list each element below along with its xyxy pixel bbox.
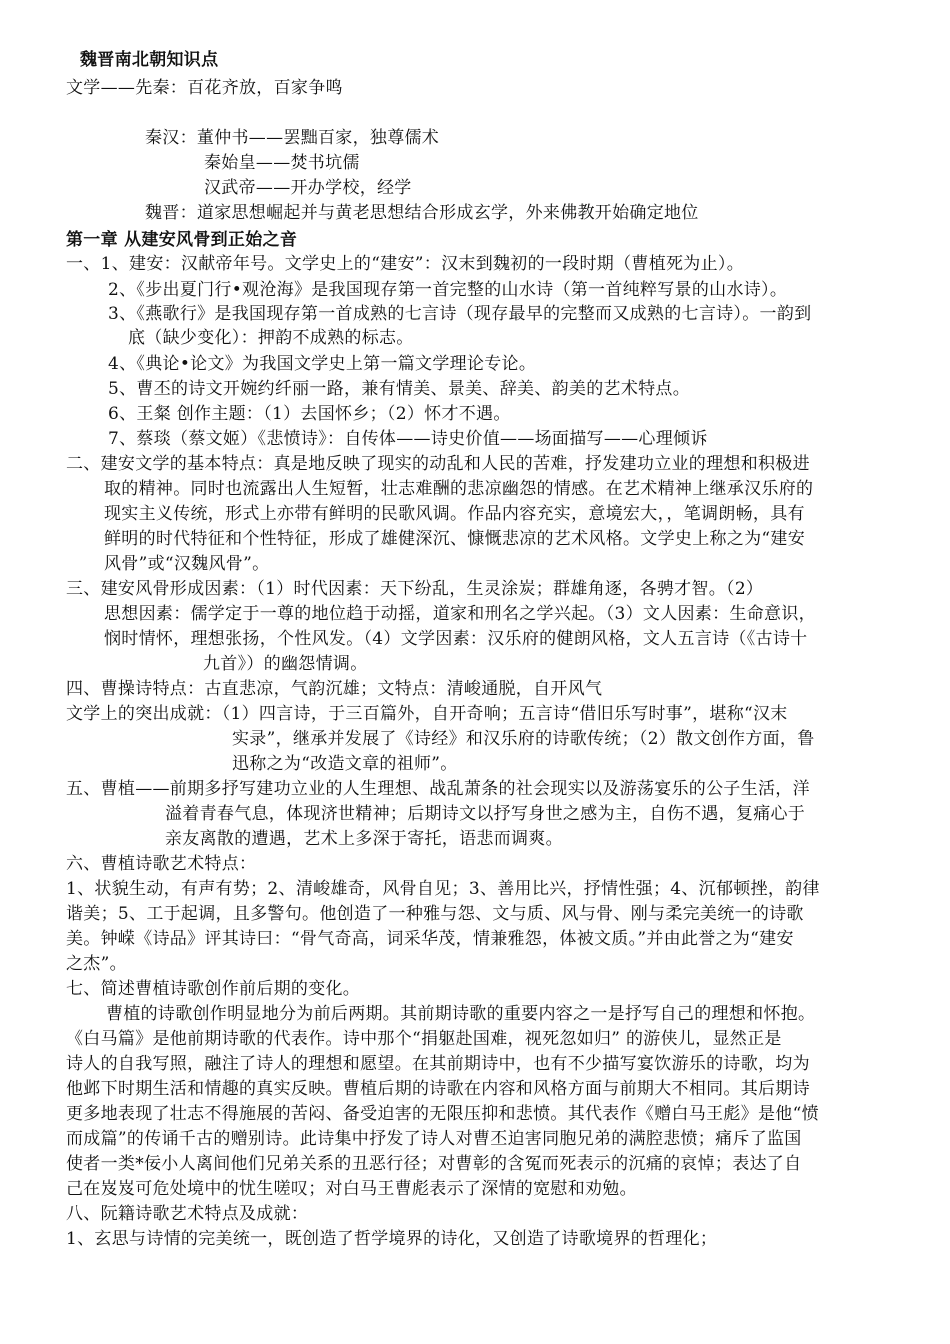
s3-line-1: 三、建安风骨形成因素：（1）时代因素：天下纷乱，生灵涂炭；群雄角逐，各骋才智。（2） [66,579,764,599]
intro-line-1: 文学——先秦：百花齐放，百家争鸣 [66,78,343,98]
s4-line-1: 四、曹操诗特点：古直悲凉，气韵沉雄；文特点：清峻通脱，自开风气 [66,679,603,699]
s7-line-6: 更多地表现了壮志不得施展的苦闷、备受迫害的无限压抑和悲愤。其代表作《赠白马王彪》是他“愤 [66,1104,819,1124]
s7-line-9: 己在岌岌可危处境中的忧生嗟叹；对白马王曹彪表示了深情的宽慰和劝勉。 [66,1179,637,1199]
s2-line-3: 现实主义传统，形式上亦带有鲜明的民歌风调。作品内容充实，意境宏大，，笔调朗畅，具有 [104,504,805,524]
s6-line-3: 谐美；5、工于起调，且多警句。他创造了一种雅与怨、文与质、风与骨、刚与柔完美统一的诗歌 [66,904,804,924]
s6-line-5: 之杰”。 [66,954,127,974]
s5-line-1: 五、曹植——前期多抒写建功立业的人生理想、战乱萧条的社会现实以及游荡宴乐的公子生活，洋 [66,779,810,799]
s4-line-2: 文学上的突出成就：（1）四言诗，于三百篇外，自开奇响；五言诗“借旧乐写时事”，堪称“汉末 [66,704,788,724]
s7-line-3: 《白马篇》是他前期诗歌的代表作。诗中那个“捐躯赴国难，视死忽如归” 的游侠儿，显然正是 [66,1029,782,1049]
s5-line-3: 亲友离散的遭遇，艺术上多深于寄托，语悲而调爽。 [165,829,563,849]
s3-line-2: 思想因素：儒学定于一尊的地位趋于动摇，道家和刑名之学兴起。（3）文人因素：生命意识， [104,604,816,624]
s6-line-4: 美。钟嵘《诗品》评其诗曰：“骨气奇高，词采华茂，情兼雅怨，体被文质。”并由此誉之为“建安 [66,929,794,949]
s6-line-1: 六、曹植诗歌艺术特点： [66,854,257,874]
intro-line-4: 汉武帝——开办学校，经学 [204,178,412,198]
s2-line-5: 风骨”或“汉魏风骨”。 [104,554,270,574]
s2-line-4: 鲜明的时代特征和个性特征，形成了雄健深沉、慷慨悲凉的艺术风格。文学史上称之为“建安 [104,529,805,549]
s4-line-3: 实录”，继承并发展了《诗经》和汉乐府的诗歌传统；（2）散文创作方面，鲁 [232,729,815,749]
s3-line-4: 九首》）的幽怨情调。 [203,654,368,674]
intro-line-3: 秦始皇——焚书坑儒 [204,153,360,173]
s7-line-4: 诗人的自我写照，融注了诗人的理想和愿望。在其前期诗中，也有不少描写宴饮游乐的诗歌，均为 [66,1054,810,1074]
s7-line-7: 而成篇”的传诵千古的赠别诗。此诗集中抒发了诗人对曹丕迫害同胞兄弟的满腔悲愤；痛斥了监国 [66,1129,802,1149]
s1-line-5: 4、《典论•论文》为我国文学史上第一篇文学理论专论。 [108,354,537,374]
doc-title: 魏晋南北朝知识点 [80,50,219,70]
s8-line-2: 1、玄思与诗情的完美统一，既创造了哲学境界的诗化，又创造了诗歌境界的哲理化； [66,1229,718,1249]
s3-line-3: 悯时情怀，理想张扬，个性风发。（4）文学因素：汉乐府的健朗风格，文人五言诗（《古诗十 [104,629,808,649]
s2-line-1: 二、建安文学的基本特点：真是地反映了现实的动乱和人民的苦难，抒发建功立业的理想和积极进 [66,454,810,474]
s1-line-2: 2、《步出夏门行•观沧海》是我国现存第一首完整的山水诗（第一首纯粹写景的山水诗）。 [108,280,788,300]
chapter-title: 第一章 从建安风骨到正始之音 [66,230,298,250]
intro-line-5: 魏晋：道家思想崛起并与黄老思想结合形成玄学，外来佛教开始确定地位 [145,203,699,223]
s1-line-3: 3、《燕歌行》是我国现存第一首成熟的七言诗（现存最早的完整而又成熟的七言诗）。一韵到 [108,304,812,324]
s1-line-7: 6、王粲 创作主题：（1）去国怀乡；（2）怀才不遇。 [108,404,511,424]
s7-line-5: 他邺下时期生活和情趣的真实反映。曹植后期的诗歌在内容和风格方面与前期大不相同。其后期诗 [66,1079,810,1099]
s1-line-1: 一、1、建安：汉献帝年号。文学史上的“建安”：汉末到魏初的一段时期（曹植死为止）。 [66,254,744,274]
s1-line-4: 底（缺少变化）：押韵不成熟的标志。 [128,328,414,348]
s7-line-8: 使者一类*佞小人离间他们兄弟关系的丑恶行径；对曹彰的含冤而死表示的沉痛的哀悼；表达了自 [66,1154,802,1174]
s8-line-1: 八、阮籍诗歌艺术特点及成就： [66,1204,309,1224]
s5-line-2: 溢着青春气息，体现济世精神；后期诗文以抒写身世之感为主，自伤不遇，复痛心于 [165,804,806,824]
s2-line-2: 取的精神。同时也流露出人生短暂，壮志难酬的悲凉幽怨的情感。在艺术精神上继承汉乐府的 [104,479,814,499]
s1-line-8: 7、蔡琰（蔡文姬）《悲愤诗》：自传体——诗史价值——场面描写——心理倾诉 [108,429,708,449]
intro-line-2: 秦汉：董仲书——罢黜百家，独尊儒术 [145,128,440,148]
s4-line-4: 迅称之为“改造文章的祖师”。 [232,754,458,774]
s1-line-6: 5、曹丕的诗文开婉约纤丽一路，兼有情美、景美、辞美、韵美的艺术特点。 [108,379,691,399]
s6-line-2: 1、状貌生动，有声有势；2、清峻雄奇，风骨自见；3、善用比兴，抒情性强；4、沉郁顿挫，韵律 [66,879,820,899]
s7-line-1: 七、简述曹植诗歌创作前后期的变化。 [66,979,361,999]
s7-line-2: 曹植的诗歌创作明显地分为前后两期。其前期诗歌的重要内容之一是抒写自己的理想和怀抱。 [106,1004,816,1024]
